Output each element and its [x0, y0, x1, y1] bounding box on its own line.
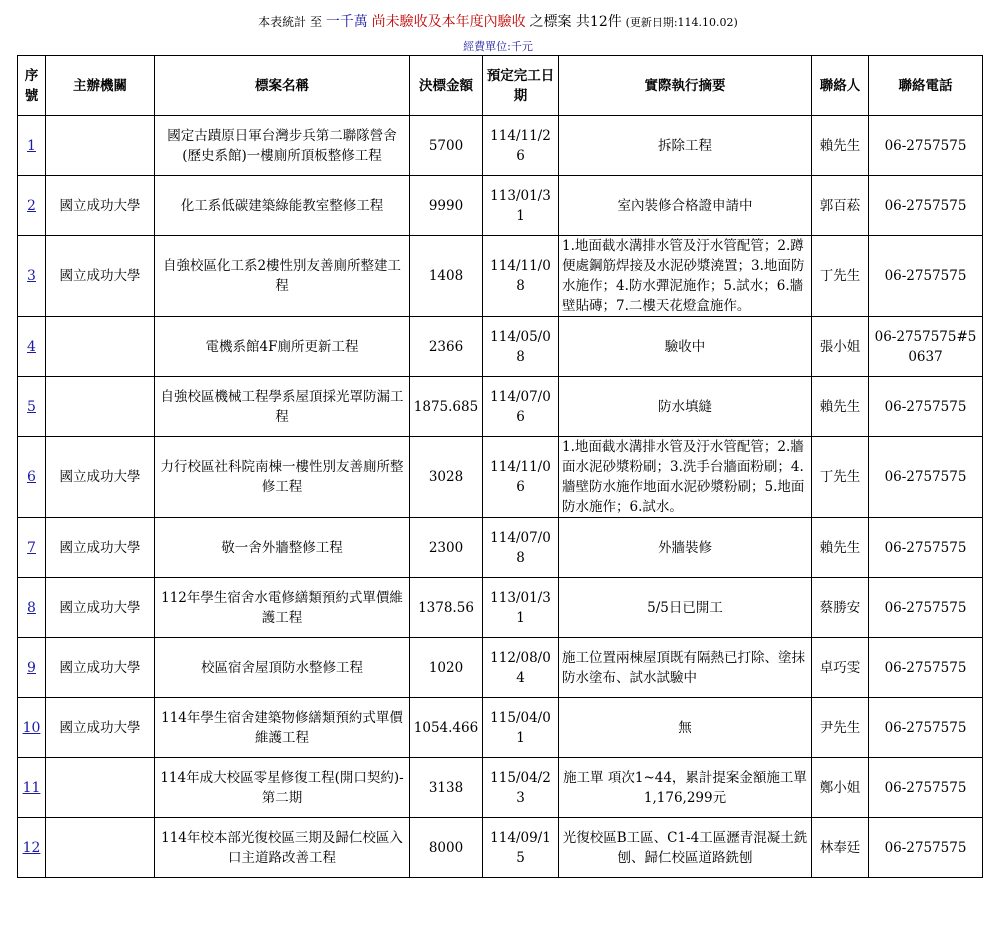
agency-cell: 國立成功大學 [46, 698, 155, 758]
agency-cell [46, 317, 155, 377]
tender-name-cell: 化工系低碳建築綠能教室整修工程 [155, 176, 410, 236]
table-row [18, 818, 983, 878]
contact-cell: 鄭小姐 [812, 758, 869, 818]
row-no-cell [18, 236, 46, 317]
agency-cell: 國立成功大學 [46, 578, 155, 638]
amount-cell: 1378.56 [410, 578, 483, 638]
col-header-phone: 聯絡電話 [869, 56, 983, 116]
table-row [18, 236, 983, 317]
amount-cell: 3028 [410, 437, 483, 518]
table-row [18, 437, 983, 518]
summary-cell: 室內裝修合格證申請中 [559, 176, 812, 236]
row-no-cell [18, 518, 46, 578]
table-row [18, 578, 983, 638]
tender-name-cell: 自強校區化工系2樓性別友善廁所整建工程 [155, 236, 410, 317]
contact-cell: 卓巧雯 [812, 638, 869, 698]
phone-cell: 06-2757575#50637 [869, 317, 983, 377]
due-date-cell: 114/11/06 [483, 437, 559, 518]
agency-cell: 國立成功大學 [46, 437, 155, 518]
row-no-cell [18, 176, 46, 236]
table-row [18, 698, 983, 758]
summary-cell: 外牆裝修 [559, 518, 812, 578]
agency-cell: 國立成功大學 [46, 176, 155, 236]
agency-cell: 國立成功大學 [46, 518, 155, 578]
amount-cell: 1875.685 [410, 377, 483, 437]
table-row [18, 116, 983, 176]
tender-name-cell: 校區宿舍屋頂防水整修工程 [155, 638, 410, 698]
due-date-cell: 113/01/31 [483, 578, 559, 638]
summary-cell: 5/5日已開工 [559, 578, 812, 638]
row-no-cell [18, 116, 46, 176]
phone-cell: 06-2757575 [869, 578, 983, 638]
phone-cell: 06-2757575 [869, 638, 983, 698]
row-no-cell [18, 758, 46, 818]
col-header-amount: 決標金額 [410, 56, 483, 116]
header-amount: 一千萬 [325, 14, 368, 30]
row-no-cell [18, 698, 46, 758]
contact-cell: 蔡勝安 [812, 578, 869, 638]
phone-cell: 06-2757575 [869, 176, 983, 236]
amount-cell: 8000 [410, 818, 483, 878]
phone-cell: 06-2757575 [869, 437, 983, 518]
tender-name-cell: 敬一舍外牆整修工程 [155, 518, 410, 578]
contact-cell: 尹先生 [812, 698, 869, 758]
amount-cell: 1408 [410, 236, 483, 317]
tender-name-cell: 電機系館4F廁所更新工程 [155, 317, 410, 377]
due-date-cell: 114/07/06 [483, 377, 559, 437]
contact-cell: 賴先生 [812, 116, 869, 176]
phone-cell: 06-2757575 [869, 518, 983, 578]
row-link[interactable]: 12 [22, 839, 41, 856]
row-link[interactable]: 9 [27, 659, 36, 676]
tender-name-cell: 國定古蹟原日軍台灣步兵第二聯隊營舍(歷史系館)一樓廁所頂板整修工程 [155, 116, 410, 176]
contact-cell: 丁先生 [812, 437, 869, 518]
amount-cell: 2366 [410, 317, 483, 377]
row-link[interactable]: 5 [27, 398, 36, 415]
col-header-contact: 聯絡人 [812, 56, 869, 116]
row-link[interactable]: 6 [27, 469, 36, 485]
table-row [18, 638, 983, 698]
due-date-cell: 114/11/26 [483, 116, 559, 176]
phone-cell: 06-2757575 [869, 377, 983, 437]
header-status: 尚未驗收及本年度內驗收 [371, 14, 526, 30]
contact-cell: 郭百菘 [812, 176, 869, 236]
tender-name-cell: 114年學生宿舍建築物修繕類預約式單價維護工程 [155, 698, 410, 758]
table-row [18, 758, 983, 818]
contact-cell: 張小姐 [812, 317, 869, 377]
tender-name-cell: 114年成大校區零星修復工程(開口契約)-第二期 [155, 758, 410, 818]
contact-cell: 林奉廷 [812, 818, 869, 878]
summary-cell: 無 [559, 698, 812, 758]
col-header-name: 標案名稱 [155, 56, 410, 116]
header-prefix: 本表統計 至 [258, 15, 322, 29]
col-header-due: 預定完工日期 [483, 56, 559, 116]
summary-cell: 光復校區B工區、C1-4工區瀝青混凝土銑刨、歸仁校區道路銑刨 [559, 818, 812, 878]
agency-cell [46, 818, 155, 878]
col-header-agency: 主辦機關 [46, 56, 155, 116]
tender-name-cell: 力行校區社科院南棟一樓性別友善廁所整修工程 [155, 437, 410, 518]
table-row [18, 518, 983, 578]
col-header-summary: 實際執行摘要 [559, 56, 812, 116]
row-link[interactable]: 4 [27, 338, 36, 355]
agency-cell [46, 758, 155, 818]
phone-cell: 06-2757575 [869, 758, 983, 818]
due-date-cell: 115/04/23 [483, 758, 559, 818]
summary-cell: 施工單 項次1~44，累計提案金額施工單1,176,299元 [559, 758, 812, 818]
amount-cell: 1054.466 [410, 698, 483, 758]
amount-cell: 2300 [410, 518, 483, 578]
tender-name-cell: 114年校本部光復校區三期及歸仁校區入口主道路改善工程 [155, 818, 410, 878]
tender-name-cell: 自強校區機械工程學系屋頂採光罩防漏工程 [155, 377, 410, 437]
summary-cell: 拆除工程 [559, 116, 812, 176]
row-no-cell [18, 578, 46, 638]
phone-cell: 06-2757575 [869, 116, 983, 176]
amount-cell: 5700 [410, 116, 483, 176]
summary-cell: 施工位置兩棟屋頂既有隔熱已打除、塗抹防水塗布、試水試驗中 [559, 638, 812, 698]
phone-cell: 06-2757575 [869, 236, 983, 317]
row-no-cell [18, 317, 46, 377]
row-link[interactable]: 10 [22, 719, 41, 736]
row-no-cell [18, 437, 46, 518]
summary-cell: 1.地面截水溝排水管及汙水管配管；2.牆面水泥砂漿粉刷；3.洗手台牆面粉刷；4.牆壁防水施作地面水泥砂漿粉刷；5.地面防水施作；6.試水。 [559, 437, 812, 518]
due-date-cell: 115/04/01 [483, 698, 559, 758]
due-date-cell: 114/05/08 [483, 317, 559, 377]
phone-cell: 06-2757575 [869, 698, 983, 758]
row-no-cell [18, 818, 46, 878]
row-link[interactable]: 8 [27, 599, 36, 616]
row-no-cell [18, 377, 46, 437]
tender-name-cell: 112年學生宿舍水電修繕類預約式單價維護工程 [155, 578, 410, 638]
due-date-cell: 114/09/15 [483, 818, 559, 878]
row-link[interactable]: 1 [27, 137, 36, 154]
table-row [18, 176, 983, 236]
tender-table [17, 55, 983, 878]
due-date-cell: 114/07/08 [483, 518, 559, 578]
summary-cell: 1.地面截水溝排水管及汙水管配管；2.蹲便處鋼筋焊接及水泥砂漿澆置；3.地面防水施作；4.防水彈泥施作；5.試水；6.牆壁貼磚；7.二樓天花燈盒施作。 [559, 236, 812, 317]
contact-cell: 賴先生 [812, 377, 869, 437]
summary-cell: 防水填縫 [559, 377, 812, 437]
agency-cell [46, 116, 155, 176]
agency-cell [46, 377, 155, 437]
unit-note: 經費單位:千元 [463, 40, 533, 53]
agency-cell: 國立成功大學 [46, 236, 155, 317]
summary-cell: 驗收中 [559, 317, 812, 377]
amount-cell: 1020 [410, 638, 483, 698]
row-link[interactable]: 2 [27, 197, 36, 214]
row-link[interactable]: 11 [22, 779, 41, 796]
due-date-cell: 114/11/08 [483, 236, 559, 317]
agency-cell: 國立成功大學 [46, 638, 155, 698]
contact-cell: 丁先生 [812, 236, 869, 317]
row-link[interactable]: 3 [27, 268, 36, 284]
due-date-cell: 112/08/04 [483, 638, 559, 698]
due-date-cell: 113/01/31 [483, 176, 559, 236]
header-suffix: 之標案 共12件 [529, 14, 622, 30]
col-header-no: 序號 [18, 56, 46, 116]
table-row [18, 317, 983, 377]
contact-cell: 賴先生 [812, 518, 869, 578]
row-link[interactable]: 7 [27, 539, 36, 556]
header-updated: (更新日期:114.10.02) [625, 16, 738, 29]
report-header [0, 14, 996, 31]
table-header-row [18, 56, 983, 116]
phone-cell: 06-2757575 [869, 818, 983, 878]
amount-cell: 9990 [410, 176, 483, 236]
amount-cell: 3138 [410, 758, 483, 818]
row-no-cell [18, 638, 46, 698]
table-row [18, 377, 983, 437]
